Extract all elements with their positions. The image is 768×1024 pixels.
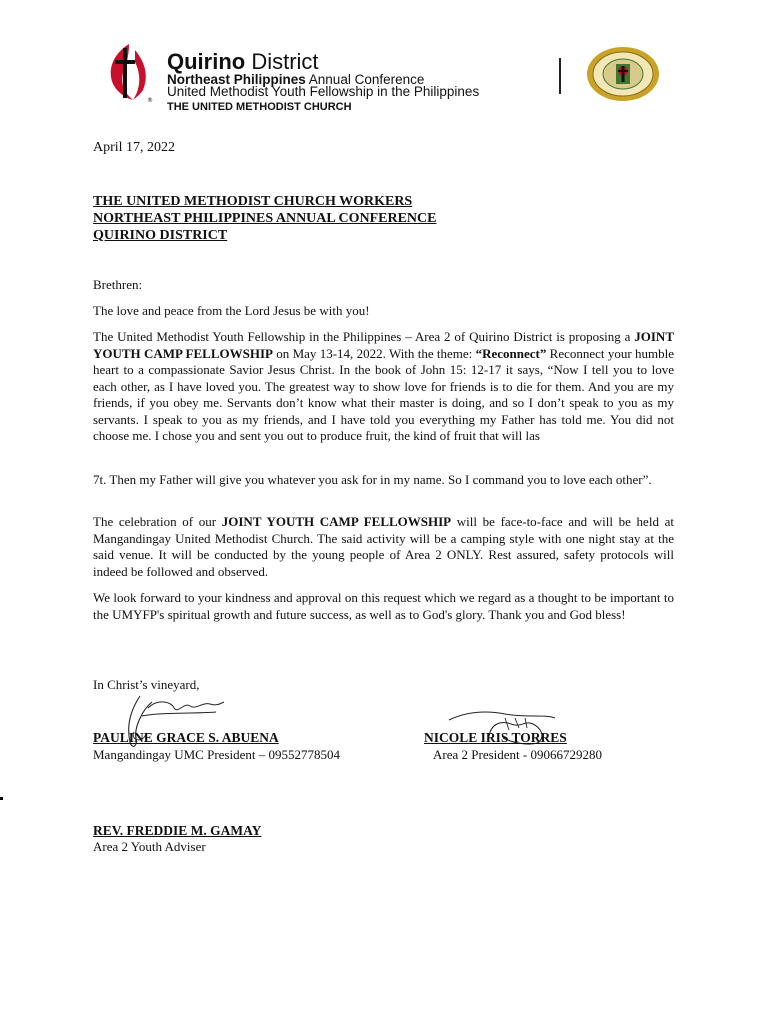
verse-continuation-paragraph: 7t. Then my Father will give you whatever you ask for in my name. So I command you to love each other”. <box>93 472 652 487</box>
signatory-role: Area 2 Youth Adviser <box>93 839 206 854</box>
address-line: THE UNITED METHODIST CHURCH WORKERS <box>93 194 413 209</box>
conference-line: Northeast Philippines Annual Conference <box>167 72 425 87</box>
request-paragraph: We look forward to your kindness and approval on this request which we regard as a thought to be important to the UMYFP's spiritual growth and future success, as well as to God's glory. Thank you and God bless! <box>93 590 674 622</box>
stray-mark <box>0 797 3 800</box>
recipient-address <box>93 193 436 244</box>
cross-and-flame-logo <box>103 40 157 104</box>
greeting-paragraph: The love and peace from the Lord Jesus be with you! <box>93 303 370 318</box>
district-title: Quirino District <box>167 49 319 74</box>
address-line: NORTHEAST PHILIPPINES ANNUAL CONFERENCE <box>93 211 437 226</box>
letterhead-divider <box>559 58 561 94</box>
venue-paragraph: The celebration of our JOINT YOUTH CAMP FELLOWSHIP will be face-to-face and will be held at Mangandingay United Methodist Church. The said activity will be a camping style with one night stay at the said venue. It will be conducted by the young people of Area 2 ONLY. Rest assured, safety protocols will indeed be followed and observed. <box>93 514 674 579</box>
signatory-name: PAULINE GRACE S. ABUENA <box>93 730 279 745</box>
salutation: Brethren: <box>93 277 143 292</box>
signatory-role: Area 2 President - 09066729280 <box>433 747 602 762</box>
umyfp-line: United Methodist Youth Fellowship in the Philippines <box>167 84 480 99</box>
proposal-paragraph: The United Methodist Youth Fellowship in the Philippines – Area 2 of Quirino District is proposing a JOINT YOUTH CAMP FELLOWSHIP on May 13-14, 2022. With the theme: “Reconnect” Reconnect your humble heart to a compassionate Savior Jesus Christ. In the book of John 15: 12-17 it says, “Now I tell you to love each other, as I have loved you. The greatest way to show love for friends is to die for them. And you are my friends, if you obey me. Servants don’t know what their master is doing, and so I don’t speak to you as my servants. I speak to you as my friends, and I have told you everything my Father has told me. You did not choose me. I chose you and sent you out to produce fruit, the kind of fruit that will las <box>93 329 674 443</box>
closing-line: In Christ’s vineyard, <box>93 677 200 692</box>
church-line: THE UNITED METHODIST CHURCH <box>167 101 352 113</box>
letter-date: April 17, 2022 <box>93 140 176 155</box>
svg-text:®: ® <box>147 97 153 104</box>
signatory-role: Mangandingay UMC President – 09552778504 <box>93 747 340 762</box>
address-line: QUIRINO DISTRICT <box>93 228 228 243</box>
signatory-name: REV. FREDDIE M. GAMAY <box>93 823 262 838</box>
umyfp-seal-logo <box>586 46 660 102</box>
signatory-name: NICOLE IRIS TORRES <box>424 730 567 745</box>
